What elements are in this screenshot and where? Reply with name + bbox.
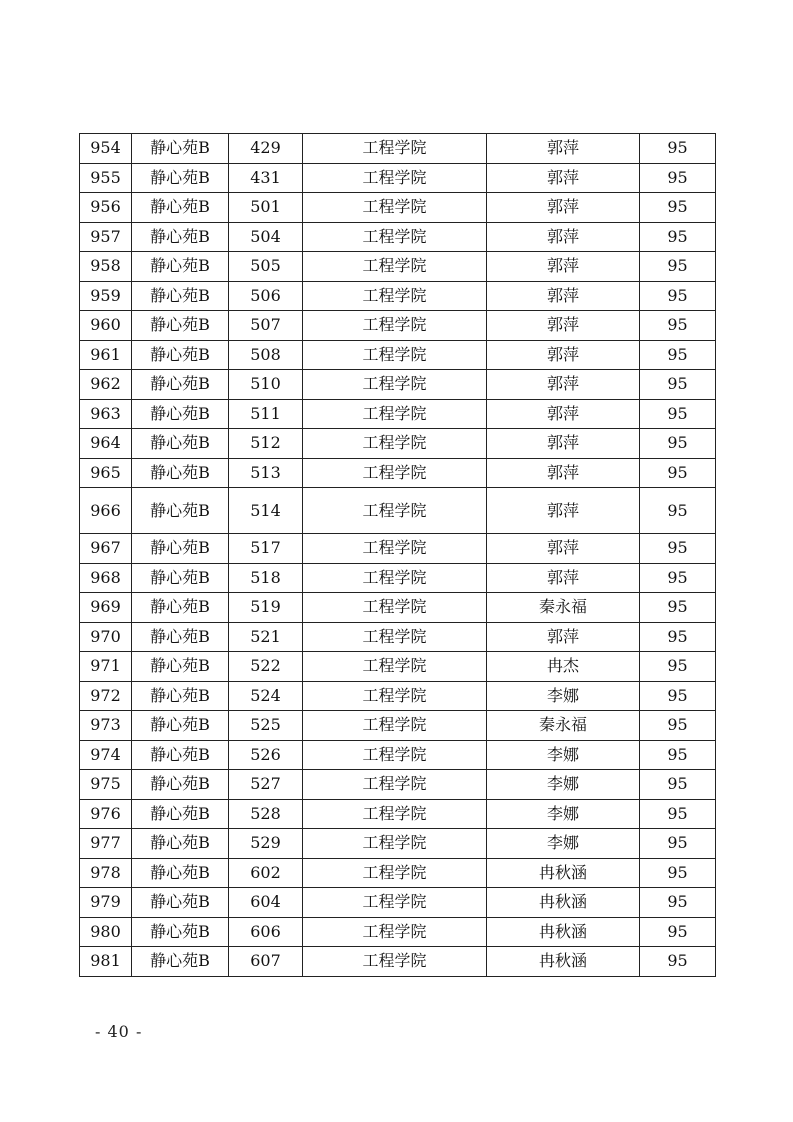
room-cell: 525 <box>229 711 303 741</box>
score-cell: 95 <box>640 711 716 741</box>
score-cell: 95 <box>640 134 716 164</box>
row-number-cell: 967 <box>80 534 132 564</box>
table-row <box>80 593 716 623</box>
score-cell: 95 <box>640 858 716 888</box>
college-cell: 工程学院 <box>303 947 487 977</box>
table-row <box>80 652 716 682</box>
table-row <box>80 534 716 564</box>
building-cell: 静心苑B <box>132 429 229 459</box>
row-number-cell: 966 <box>80 488 132 534</box>
score-cell: 95 <box>640 740 716 770</box>
page-number: - 40 - <box>95 1022 143 1041</box>
room-cell: 508 <box>229 340 303 370</box>
score-cell: 95 <box>640 163 716 193</box>
person-cell: 郭萍 <box>487 193 640 223</box>
building-cell: 静心苑B <box>132 622 229 652</box>
table-row <box>80 799 716 829</box>
room-cell: 429 <box>229 134 303 164</box>
table-row <box>80 888 716 918</box>
row-number-cell: 965 <box>80 458 132 488</box>
person-cell: 冉杰 <box>487 652 640 682</box>
dormitory-score-table <box>79 133 716 977</box>
row-number-cell: 980 <box>80 917 132 947</box>
score-cell: 95 <box>640 652 716 682</box>
table-row <box>80 458 716 488</box>
person-cell: 郭萍 <box>487 281 640 311</box>
person-cell: 郭萍 <box>487 134 640 164</box>
room-cell: 528 <box>229 799 303 829</box>
person-cell: 郭萍 <box>487 488 640 534</box>
row-number-cell: 954 <box>80 134 132 164</box>
room-cell: 602 <box>229 858 303 888</box>
college-cell: 工程学院 <box>303 593 487 623</box>
row-number-cell: 974 <box>80 740 132 770</box>
room-cell: 519 <box>229 593 303 623</box>
score-cell: 95 <box>640 593 716 623</box>
college-cell: 工程学院 <box>303 858 487 888</box>
score-cell: 95 <box>640 458 716 488</box>
person-cell: 郭萍 <box>487 340 640 370</box>
building-cell: 静心苑B <box>132 488 229 534</box>
row-number-cell: 963 <box>80 399 132 429</box>
room-cell: 431 <box>229 163 303 193</box>
row-number-cell: 977 <box>80 829 132 859</box>
college-cell: 工程学院 <box>303 711 487 741</box>
college-cell: 工程学院 <box>303 534 487 564</box>
score-cell: 95 <box>640 799 716 829</box>
person-cell: 郭萍 <box>487 429 640 459</box>
room-cell: 526 <box>229 740 303 770</box>
table-row <box>80 622 716 652</box>
score-cell: 95 <box>640 947 716 977</box>
table-row <box>80 681 716 711</box>
college-cell: 工程学院 <box>303 488 487 534</box>
score-cell: 95 <box>640 829 716 859</box>
score-cell: 95 <box>640 399 716 429</box>
room-cell: 501 <box>229 193 303 223</box>
score-cell: 95 <box>640 622 716 652</box>
table-row <box>80 770 716 800</box>
college-cell: 工程学院 <box>303 740 487 770</box>
row-number-cell: 959 <box>80 281 132 311</box>
row-number-cell: 958 <box>80 252 132 282</box>
college-cell: 工程学院 <box>303 458 487 488</box>
score-cell: 95 <box>640 563 716 593</box>
building-cell: 静心苑B <box>132 134 229 164</box>
person-cell: 李娜 <box>487 799 640 829</box>
table-row <box>80 222 716 252</box>
building-cell: 静心苑B <box>132 370 229 400</box>
row-number-cell: 976 <box>80 799 132 829</box>
college-cell: 工程学院 <box>303 888 487 918</box>
building-cell: 静心苑B <box>132 711 229 741</box>
person-cell: 郭萍 <box>487 222 640 252</box>
table-row <box>80 429 716 459</box>
college-cell: 工程学院 <box>303 193 487 223</box>
row-number-cell: 957 <box>80 222 132 252</box>
row-number-cell: 962 <box>80 370 132 400</box>
room-cell: 510 <box>229 370 303 400</box>
room-cell: 607 <box>229 947 303 977</box>
college-cell: 工程学院 <box>303 340 487 370</box>
row-number-cell: 961 <box>80 340 132 370</box>
room-cell: 511 <box>229 399 303 429</box>
row-number-cell: 971 <box>80 652 132 682</box>
row-number-cell: 968 <box>80 563 132 593</box>
room-cell: 524 <box>229 681 303 711</box>
table-row <box>80 488 716 534</box>
building-cell: 静心苑B <box>132 563 229 593</box>
room-cell: 522 <box>229 652 303 682</box>
score-cell: 95 <box>640 534 716 564</box>
score-cell: 95 <box>640 917 716 947</box>
building-cell: 静心苑B <box>132 947 229 977</box>
person-cell: 郭萍 <box>487 534 640 564</box>
room-cell: 514 <box>229 488 303 534</box>
building-cell: 静心苑B <box>132 399 229 429</box>
score-cell: 95 <box>640 252 716 282</box>
room-cell: 506 <box>229 281 303 311</box>
college-cell: 工程学院 <box>303 370 487 400</box>
college-cell: 工程学院 <box>303 134 487 164</box>
table-row <box>80 252 716 282</box>
row-number-cell: 960 <box>80 311 132 341</box>
row-number-cell: 969 <box>80 593 132 623</box>
person-cell: 秦永福 <box>487 593 640 623</box>
building-cell: 静心苑B <box>132 652 229 682</box>
table-row <box>80 563 716 593</box>
person-cell: 冉秋涵 <box>487 858 640 888</box>
room-cell: 504 <box>229 222 303 252</box>
building-cell: 静心苑B <box>132 799 229 829</box>
table-row <box>80 829 716 859</box>
college-cell: 工程学院 <box>303 311 487 341</box>
table-row <box>80 134 716 164</box>
table-row <box>80 193 716 223</box>
table-row <box>80 858 716 888</box>
building-cell: 静心苑B <box>132 888 229 918</box>
college-cell: 工程学院 <box>303 281 487 311</box>
college-cell: 工程学院 <box>303 799 487 829</box>
table-row <box>80 370 716 400</box>
score-cell: 95 <box>640 488 716 534</box>
person-cell: 郭萍 <box>487 563 640 593</box>
score-cell: 95 <box>640 281 716 311</box>
building-cell: 静心苑B <box>132 593 229 623</box>
person-cell: 郭萍 <box>487 399 640 429</box>
table-row <box>80 399 716 429</box>
college-cell: 工程学院 <box>303 399 487 429</box>
row-number-cell: 975 <box>80 770 132 800</box>
person-cell: 秦永福 <box>487 711 640 741</box>
room-cell: 518 <box>229 563 303 593</box>
building-cell: 静心苑B <box>132 340 229 370</box>
college-cell: 工程学院 <box>303 917 487 947</box>
person-cell: 李娜 <box>487 681 640 711</box>
building-cell: 静心苑B <box>132 829 229 859</box>
building-cell: 静心苑B <box>132 858 229 888</box>
college-cell: 工程学院 <box>303 652 487 682</box>
room-cell: 529 <box>229 829 303 859</box>
building-cell: 静心苑B <box>132 458 229 488</box>
building-cell: 静心苑B <box>132 281 229 311</box>
room-cell: 521 <box>229 622 303 652</box>
row-number-cell: 978 <box>80 858 132 888</box>
table-row <box>80 740 716 770</box>
room-cell: 507 <box>229 311 303 341</box>
person-cell: 冉秋涵 <box>487 947 640 977</box>
college-cell: 工程学院 <box>303 429 487 459</box>
room-cell: 527 <box>229 770 303 800</box>
score-cell: 95 <box>640 770 716 800</box>
row-number-cell: 964 <box>80 429 132 459</box>
room-cell: 606 <box>229 917 303 947</box>
person-cell: 郭萍 <box>487 370 640 400</box>
person-cell: 郭萍 <box>487 622 640 652</box>
person-cell: 郭萍 <box>487 163 640 193</box>
college-cell: 工程学院 <box>303 222 487 252</box>
score-cell: 95 <box>640 888 716 918</box>
row-number-cell: 972 <box>80 681 132 711</box>
score-cell: 95 <box>640 193 716 223</box>
building-cell: 静心苑B <box>132 681 229 711</box>
row-number-cell: 979 <box>80 888 132 918</box>
table-row <box>80 711 716 741</box>
score-cell: 95 <box>640 340 716 370</box>
row-number-cell: 973 <box>80 711 132 741</box>
person-cell: 郭萍 <box>487 311 640 341</box>
score-cell: 95 <box>640 681 716 711</box>
building-cell: 静心苑B <box>132 222 229 252</box>
building-cell: 静心苑B <box>132 311 229 341</box>
table-row <box>80 917 716 947</box>
table-row <box>80 163 716 193</box>
building-cell: 静心苑B <box>132 193 229 223</box>
score-cell: 95 <box>640 311 716 341</box>
score-cell: 95 <box>640 222 716 252</box>
college-cell: 工程学院 <box>303 252 487 282</box>
person-cell: 冉秋涵 <box>487 888 640 918</box>
row-number-cell: 955 <box>80 163 132 193</box>
room-cell: 512 <box>229 429 303 459</box>
person-cell: 李娜 <box>487 829 640 859</box>
score-cell: 95 <box>640 370 716 400</box>
person-cell: 李娜 <box>487 770 640 800</box>
building-cell: 静心苑B <box>132 163 229 193</box>
college-cell: 工程学院 <box>303 681 487 711</box>
person-cell: 郭萍 <box>487 252 640 282</box>
table-row <box>80 281 716 311</box>
table-body <box>80 134 716 977</box>
row-number-cell: 970 <box>80 622 132 652</box>
building-cell: 静心苑B <box>132 740 229 770</box>
person-cell: 郭萍 <box>487 458 640 488</box>
building-cell: 静心苑B <box>132 917 229 947</box>
room-cell: 513 <box>229 458 303 488</box>
table-row <box>80 311 716 341</box>
college-cell: 工程学院 <box>303 770 487 800</box>
person-cell: 李娜 <box>487 740 640 770</box>
college-cell: 工程学院 <box>303 163 487 193</box>
building-cell: 静心苑B <box>132 770 229 800</box>
row-number-cell: 956 <box>80 193 132 223</box>
room-cell: 604 <box>229 888 303 918</box>
room-cell: 505 <box>229 252 303 282</box>
table-row <box>80 340 716 370</box>
score-cell: 95 <box>640 429 716 459</box>
college-cell: 工程学院 <box>303 622 487 652</box>
room-cell: 517 <box>229 534 303 564</box>
building-cell: 静心苑B <box>132 252 229 282</box>
building-cell: 静心苑B <box>132 534 229 564</box>
row-number-cell: 981 <box>80 947 132 977</box>
person-cell: 冉秋涵 <box>487 917 640 947</box>
college-cell: 工程学院 <box>303 829 487 859</box>
college-cell: 工程学院 <box>303 563 487 593</box>
table-row <box>80 947 716 977</box>
